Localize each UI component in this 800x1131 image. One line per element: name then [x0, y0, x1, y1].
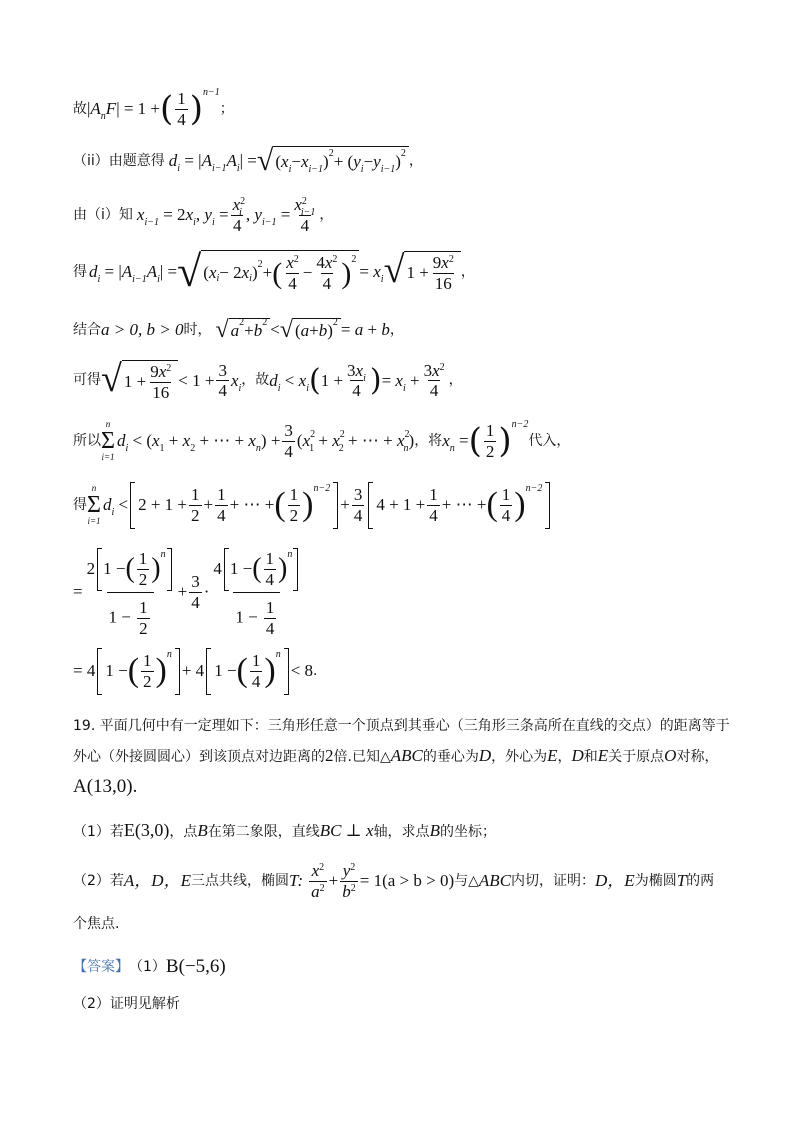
answer-2: （2）证明见解析: [73, 996, 180, 1012]
equation-inequality: 结合 a > 0, b > 0 时， √ a 2 + b 2 < √ ( a + b ) 2 = a + b ，: [73, 316, 404, 343]
problem-19-point-a: A(13,0).: [73, 776, 138, 797]
answer-1-value: B(−5,6): [165, 956, 226, 977]
equation-sum-expanded: 得 n Σ i=1 $d_i$ < 2 + 1 + $\frac{1}{2}$ + $\frac{1}{4}$ + ⋯ + ( $\frac{1}{2}$ ) n−2 + $\frac{3}{4}$ 4 + 1 + $\frac{1}{4}$ + ⋯ + ( $\frac{1}{4}$ ) n−2: [73, 482, 552, 529]
equation-from-i: 由（i）知 $x_{i-1} = 2x_i$, $y_i$ = $\frac{x^2_i}{4}$ , $y_{i-1}$ = $\frac{x^2_{i-1}}{4}$ ，: [73, 195, 334, 235]
equation-geometric-sum: = 2 1 − ( $\frac{1}{2}$ ) n 1 − $\frac{1}{2}$ + $\frac{3}{4}$ · 4 1 − ( $\frac{1}{4}$ ) n 1 − $\frac{1}{4}$: [73, 548, 304, 637]
equation-di-expanded: 得 $d_i = |A_{i-1}A_i|$ = √ ( x i − 2 x i ) 2 + ( $\frac{x^2}{4}$ − $\frac{4x^2}{4}$ ) 2 = $x_i$ √ 1 + $\frac{9x^2}{16}$ ，: [73, 247, 475, 296]
equation-anf: 故 $|A_nF| = 1$ + ( $\frac{1}{4}$ ) n−1 ；: [73, 87, 234, 130]
problem-19-line1: 19. 平面几何中有一定理如下：三角形任意一个顶点到其垂心（三角形三条高所在直线的交点）的距离等于: [73, 718, 730, 734]
equation-di: （ii）由题意得 $d_i = |A_{i-1}A_i|$ = √ ( $x_i$ − $x_{i-1}$ ) 2 + ( $y_i$ − $y_{i-1}$ ) 2 ，: [73, 144, 423, 177]
equation-sum: 所以 n Σ i=1 $d_i < (x_1 + x_2$ + ⋯ + $x_n$) + $\frac{3}{4}$ ($x^2_1 + x^2_2$ + ⋯ + $x^2_n$) ，将 $x_n$ = ( $\frac{1}{2}$ ) n−2 代入，: [73, 419, 571, 462]
problem-19-question-2-end: 个焦点.: [73, 916, 120, 932]
answer-tag: 【答案】: [73, 959, 129, 975]
equation-bound: 可得 √ 1 + $\frac{9x^2}{16}$ < 1 + $\frac{3}{4}$ $x_i$ ，故 $d_i < x_i$ ( 1 + $\frac{3x_i}{4}$ ) = $x_i$ + $\frac{3x^2}{4}$ ，: [73, 358, 463, 402]
answer-block: 【答案】 （1） B(−5,6): [73, 956, 226, 977]
equation-final: = 4 1 − ( $\frac{1}{2}$ ) n + 4 1 − ( $\frac{1}{4}$ ) n < 8 .: [73, 648, 317, 695]
problem-19-question-2: （2）若 A，D，E 三点共线，椭圆 T: $\frac{x^2}{a^2}$ + $\frac{y^2}{b^2}$ = 1(a > b > 0) 与△ ABC 内切，证明： D，E 为椭圆 T 的两: [73, 861, 715, 901]
problem-19-line2: 外心（外接圆圆心）到该顶点对边距离的2倍.已知△ABC的垂心为D，外心为E，D和E关于原点O对称，: [73, 746, 719, 765]
problem-19-question-1: （1）若E(3,0)，点B在第二象限，直线BC ⊥ x轴，求点B的坐标；: [73, 820, 496, 840]
